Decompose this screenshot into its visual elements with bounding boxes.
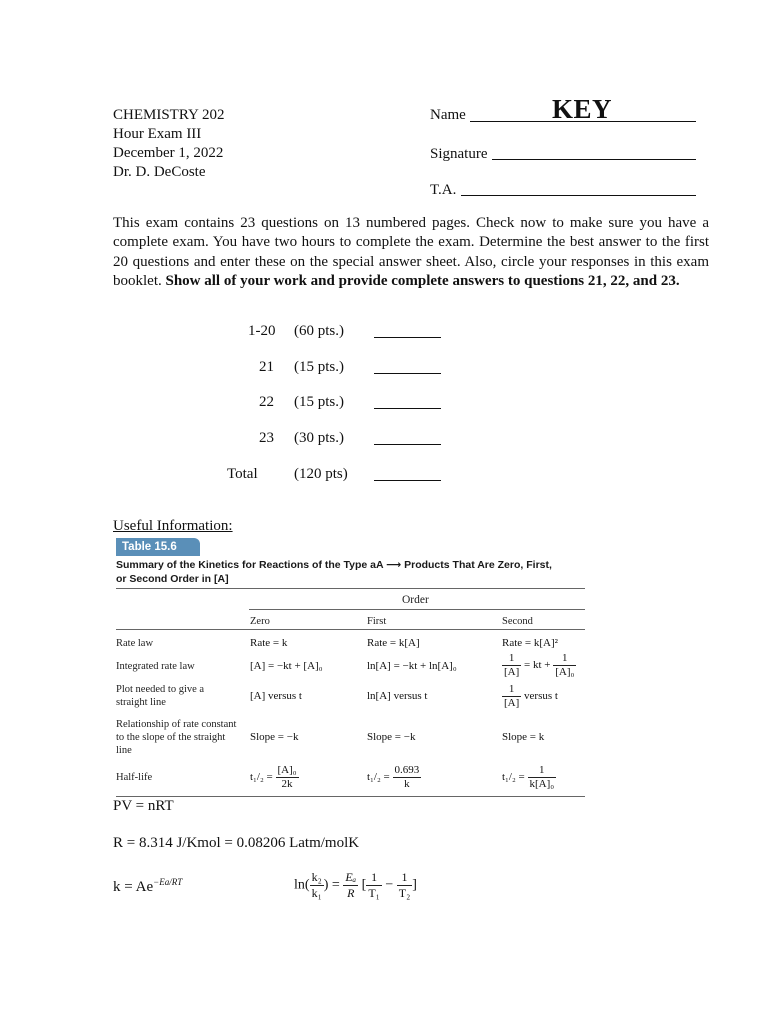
integrated-second xyxy=(502,652,576,679)
instructions-paragraph xyxy=(113,214,709,291)
row-label-plot: Plot needed to give a straight line xyxy=(116,684,205,708)
frac-inv-a: $\frac{1}{[A]}$ xyxy=(504,652,520,678)
tp-frac-k: $\frac{\text{k₂}}{\text{k₁}}$ xyxy=(311,870,322,900)
frac-half-second: $\frac{1}{\text{k[A]₀}}$ xyxy=(529,764,555,790)
exam-title: Hour Exam III xyxy=(113,126,202,142)
score-label-1: 1-20 xyxy=(248,323,276,339)
frac-plot-inv-a: $\frac{1}{[A]}$ xyxy=(504,683,520,709)
score-label-4: 23 xyxy=(259,430,274,446)
score-label-3: 22 xyxy=(259,394,274,410)
useful-info-heading: Useful Information: xyxy=(113,518,233,534)
slope-zero: Slope = −k xyxy=(250,731,299,743)
half-life-second xyxy=(502,764,556,791)
tp-close: ) = xyxy=(323,877,340,893)
score-points-2: (15 pts.) xyxy=(294,359,344,375)
header-rule xyxy=(116,629,585,630)
score-label-2: 21 xyxy=(259,359,274,375)
arrhenius-exponent: −Ea/RT xyxy=(153,877,183,887)
row-label-integrated: Integrated rate law xyxy=(116,661,195,672)
rate-law-second: Rate = k[A]² xyxy=(502,637,558,649)
header-left xyxy=(113,106,225,182)
order-rule xyxy=(249,609,585,610)
exam-date: December 1, 2022 xyxy=(113,145,224,161)
plot-first: ln[A] versus t xyxy=(367,690,428,702)
name-label: Name xyxy=(430,107,466,123)
frac-inv-a0: $\frac{1}{\text{[A]₀}}$ xyxy=(555,652,575,678)
half-life-first-lhs: t₁/₂ = xyxy=(367,771,390,784)
score-points-1: (60 pts.) xyxy=(294,323,344,339)
tp-frac-t2: $\frac{1}{\text{T₂}}$ xyxy=(398,870,411,900)
arrhenius-lhs: k = Ae xyxy=(113,879,154,895)
key-stamp: KEY xyxy=(552,94,613,124)
integrated-second-mid: = kt + xyxy=(524,659,551,672)
row-label-relationship: Relationship of rate constant to the slope of the straight line xyxy=(116,719,237,756)
score-blank-2[interactable] xyxy=(374,373,441,374)
half-life-second-lhs: t₁/₂ = xyxy=(502,771,525,784)
tp-frac-t1: $\frac{1}{\text{T₁}}$ xyxy=(368,870,380,900)
score-blank-4[interactable] xyxy=(374,444,441,445)
table-title-line-1: Summary of the Kinetics for Reactions of the Type aA ⟶ Products That Are Zero, First, xyxy=(116,559,552,571)
table-bottom-rule xyxy=(116,796,585,797)
score-blank-1[interactable] xyxy=(374,337,441,338)
row-label-half-life: Half-life xyxy=(116,772,153,783)
signature-label: Signature xyxy=(430,146,488,162)
signature-field[interactable] xyxy=(492,159,696,160)
score-label-total: Total xyxy=(227,466,258,482)
table-tag: Table 15.6 xyxy=(116,538,200,556)
instructions-text: This exam contains 23 questions on 13 numbered pages. Check now to make sure you have a complete exam. You have two hours to complete the exam. Determine the best answer to the first 20 questions and enter these on the special answer sheet. Also, circle your responses in this exam booklet. xyxy=(113,215,709,289)
integrated-first: ln[A] = −kt + ln[A]₀ xyxy=(367,660,457,672)
score-blank-total[interactable] xyxy=(374,480,441,481)
gas-constant: R = 8.314 J/Kmol = 0.08206 Latm/molK xyxy=(113,835,360,851)
slope-second: Slope = k xyxy=(502,731,545,743)
rate-law-zero: Rate = k xyxy=(250,637,288,649)
integrated-zero: [A] = −kt + [A]₀ xyxy=(250,660,323,672)
tp-open-bracket: [ xyxy=(361,877,367,893)
rate-law-first: Rate = k[A] xyxy=(367,637,420,649)
col-header-first: First xyxy=(367,616,387,627)
frac-half-zero: $\frac{\text{[A]₀}}{2k}$ xyxy=(277,764,297,790)
table-title xyxy=(116,558,586,586)
slope-first: Slope = −k xyxy=(367,731,416,743)
tp-close-bracket: ] xyxy=(412,877,417,893)
course-title: CHEMISTRY 202 xyxy=(113,107,225,123)
half-life-zero xyxy=(250,764,299,791)
plot-second xyxy=(502,683,558,710)
half-life-first xyxy=(367,764,421,791)
tp-ln: ln( xyxy=(294,877,310,893)
two-point-arrhenius xyxy=(294,870,417,901)
table-top-rule xyxy=(116,588,585,589)
score-points-total: (120 pts) xyxy=(294,466,348,482)
score-points-3: (15 pts.) xyxy=(294,394,344,410)
tp-frac-ea: $\frac{\text{Eₐ}}{R}$ xyxy=(345,870,357,900)
ta-label: T.A. xyxy=(430,182,457,198)
tp-minus: − xyxy=(385,877,394,893)
table-title-line-2: or Second Order in [A] xyxy=(116,573,229,585)
half-life-zero-lhs: t₁/₂ = xyxy=(250,771,273,784)
plot-zero: [A] versus t xyxy=(250,690,302,702)
instructions-bold: Show all of your work and provide complete answers to questions 21, 22, and 23. xyxy=(165,272,680,289)
row-label-rate-law: Rate law xyxy=(116,638,154,649)
score-points-4: (30 pts.) xyxy=(294,430,344,446)
frac-half-first: $\frac{0.693}{k}$ xyxy=(394,764,420,790)
order-header: Order xyxy=(402,594,429,606)
ideal-gas-law: PV = nRT xyxy=(113,798,174,814)
plot-second-tail: versus t xyxy=(524,690,558,703)
arrhenius-equation xyxy=(113,877,182,896)
col-header-zero: Zero xyxy=(250,616,270,627)
instructor-name: Dr. D. DeCoste xyxy=(113,164,206,180)
score-blank-3[interactable] xyxy=(374,408,441,409)
ta-field[interactable] xyxy=(461,195,696,196)
col-header-second: Second xyxy=(502,616,533,627)
